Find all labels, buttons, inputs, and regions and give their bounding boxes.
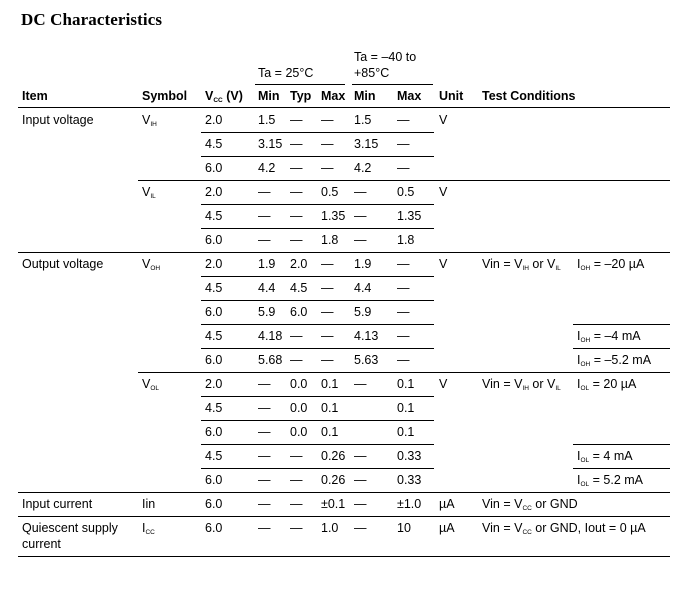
- row-rule: [201, 276, 434, 277]
- subgroup-rule: [138, 372, 670, 373]
- cell-min2: —: [354, 449, 367, 463]
- cell-min: 4.4: [258, 281, 276, 295]
- cell-min: —: [258, 521, 271, 535]
- cell-min2: 5.9: [354, 305, 372, 319]
- cell-min2: 5.63: [354, 353, 379, 367]
- cell-max: —: [321, 161, 334, 175]
- group-rule-25: [255, 84, 345, 85]
- header-max2: Max: [397, 89, 422, 103]
- cell-typ: —: [290, 497, 303, 511]
- cell-vcc: 6.0: [205, 521, 223, 535]
- cell-min: 1.5: [258, 113, 276, 127]
- cell-vcc: 2.0: [205, 257, 223, 271]
- group-rule: [18, 516, 670, 517]
- cell-min: 5.9: [258, 305, 276, 319]
- cell-min: —: [258, 449, 271, 463]
- cell-vcc: 6.0: [205, 233, 223, 247]
- cell-max2: —: [397, 137, 410, 151]
- row-rule: [201, 300, 434, 301]
- cell-typ: 6.0: [290, 305, 308, 319]
- cell-max: 0.1: [321, 377, 339, 391]
- condition-rule: [573, 468, 670, 469]
- cell-vcc: 2.0: [205, 377, 223, 391]
- symbol-vol: $V_{OL}$: [142, 377, 160, 392]
- condition-rule: [573, 324, 670, 325]
- condition-iin: Vin = $V_{CC}$ or GND: [482, 497, 578, 512]
- cell-max2: 0.1: [397, 425, 415, 439]
- item-output-voltage: Output voltage: [22, 257, 104, 271]
- header-unit: Unit: [439, 89, 464, 103]
- condition-rule: [573, 444, 670, 445]
- cell-max: —: [321, 353, 334, 367]
- cell-min: —: [258, 185, 271, 199]
- header-ta-25: Ta = 25°C: [258, 66, 314, 80]
- cell-min: —: [258, 473, 271, 487]
- header-rule: [18, 107, 670, 108]
- cell-vcc: 6.0: [205, 497, 223, 511]
- cell-max: —: [321, 329, 334, 343]
- condition-voh-3: $I_{OH} = -5.2$ mA: [577, 353, 652, 368]
- cell-max2: —: [397, 281, 410, 295]
- cell-max: ±0.1: [321, 497, 346, 511]
- row-rule: [201, 132, 434, 133]
- cell-min2: 4.2: [354, 161, 372, 175]
- row-rule: [201, 324, 434, 325]
- cell-max: 1.35: [321, 209, 346, 223]
- symbol-voh: $V_{OH}$: [142, 257, 161, 272]
- cell-typ: —: [290, 473, 303, 487]
- cell-max: 1.8: [321, 233, 339, 247]
- cell-typ: —: [290, 185, 303, 199]
- cell-typ: 4.5: [290, 281, 308, 295]
- cell-max: 1.0: [321, 521, 339, 535]
- condition-voh-2: $I_{OH} = -4$ mA: [577, 329, 641, 344]
- cell-min2: —: [354, 185, 367, 199]
- cell-max: 0.26: [321, 449, 346, 463]
- cell-min: —: [258, 401, 271, 415]
- condition-vol-2: $I_{OL} = 4$ mA: [577, 449, 633, 464]
- row-rule: [201, 348, 434, 349]
- header-symbol: Symbol: [142, 89, 188, 103]
- item-input-voltage: Input voltage: [22, 113, 94, 127]
- cell-vcc: 6.0: [205, 425, 223, 439]
- cell-typ: —: [290, 137, 303, 151]
- cell-max2: 0.1: [397, 401, 415, 415]
- cell-min2: —: [354, 209, 367, 223]
- cell-typ: 0.0: [290, 425, 308, 439]
- cell-min2: 1.9: [354, 257, 372, 271]
- condition-voh-vin: Vin = $V_{IH}$ or $V_{IL}$: [482, 257, 561, 272]
- cell-max: —: [321, 137, 334, 151]
- cell-vcc: 4.5: [205, 449, 223, 463]
- cell-min: 5.68: [258, 353, 283, 367]
- cell-typ: —: [290, 233, 303, 247]
- cell-min2: —: [354, 233, 367, 247]
- condition-vol-3: $I_{OL} = 5.2$ mA: [577, 473, 644, 488]
- cell-max2: 1.35: [397, 209, 422, 223]
- group-rule-range: [352, 84, 433, 85]
- cell-typ: 0.0: [290, 401, 308, 415]
- cell-max2: 1.8: [397, 233, 415, 247]
- cell-vcc: 6.0: [205, 353, 223, 367]
- cell-max: —: [321, 257, 334, 271]
- cell-vcc: 6.0: [205, 161, 223, 175]
- cell-min: —: [258, 377, 271, 391]
- cell-unit: µA: [439, 497, 455, 511]
- cell-min: —: [258, 497, 271, 511]
- condition-vol-1: $I_{OL} = 20$ µA: [577, 377, 637, 392]
- cell-max: —: [321, 305, 334, 319]
- header-min: Min: [258, 89, 280, 103]
- cell-min: —: [258, 425, 271, 439]
- condition-voh-1: $I_{OH} = -20$ µA: [577, 257, 645, 272]
- cell-vcc: 4.5: [205, 137, 223, 151]
- symbol-vih: $V_{IH}$: [142, 113, 157, 128]
- page-title: DC Characteristics: [21, 10, 163, 29]
- cell-vcc: 2.0: [205, 113, 223, 127]
- symbol-iin: Iin: [142, 497, 156, 511]
- symbol-vil: $V_{IL}$: [142, 185, 156, 200]
- cell-typ: —: [290, 161, 303, 175]
- cell-min: —: [258, 233, 271, 247]
- group-rule: [18, 252, 670, 253]
- condition-vol-vin: Vin = $V_{IH}$ or $V_{IL}$: [482, 377, 561, 392]
- cell-max: —: [321, 281, 334, 295]
- cell-typ: —: [290, 449, 303, 463]
- cell-min2: —: [354, 521, 367, 535]
- cell-vcc: 4.5: [205, 281, 223, 295]
- header-min2: Min: [354, 89, 376, 103]
- cell-vcc: 6.0: [205, 305, 223, 319]
- row-rule: [201, 228, 434, 229]
- header-ta-range-line2: +85°C: [354, 66, 390, 80]
- item-quiescent-line2: current: [22, 537, 61, 551]
- cell-min2: 3.15: [354, 137, 379, 151]
- cell-max2: 0.5: [397, 185, 415, 199]
- group-rule: [18, 492, 670, 493]
- cell-min: 4.2: [258, 161, 276, 175]
- cell-min2: 4.4: [354, 281, 372, 295]
- cell-max2: —: [397, 329, 410, 343]
- row-rule: [201, 204, 434, 205]
- cell-max: 0.5: [321, 185, 339, 199]
- header-typ: Typ: [290, 89, 312, 103]
- cell-min2: 1.5: [354, 113, 372, 127]
- cell-vcc: 4.5: [205, 209, 223, 223]
- row-rule: [201, 396, 434, 397]
- cell-vcc: 6.0: [205, 473, 223, 487]
- cell-typ: 2.0: [290, 257, 308, 271]
- row-rule: [201, 420, 434, 421]
- cell-unit: V: [439, 377, 448, 391]
- cell-vcc: 4.5: [205, 401, 223, 415]
- cell-min: 4.18: [258, 329, 283, 343]
- row-rule: [201, 444, 434, 445]
- cell-max2: 0.1: [397, 377, 415, 391]
- cell-typ: —: [290, 521, 303, 535]
- cell-typ: 0.0: [290, 377, 308, 391]
- cell-min: 3.15: [258, 137, 283, 151]
- cell-typ: —: [290, 209, 303, 223]
- cell-min2: —: [354, 497, 367, 511]
- header-item: Item: [22, 89, 48, 103]
- cell-max2: 0.33: [397, 449, 422, 463]
- cell-max: 0.26: [321, 473, 346, 487]
- item-input-current: Input current: [22, 497, 93, 511]
- cell-max: 0.1: [321, 401, 339, 415]
- cell-max2: —: [397, 257, 410, 271]
- cell-min2: —: [354, 377, 367, 391]
- cell-max2: 10: [397, 521, 411, 535]
- table-bottom-rule: [18, 556, 670, 557]
- cell-min: 1.9: [258, 257, 276, 271]
- row-rule: [201, 156, 434, 157]
- cell-max2: 0.33: [397, 473, 422, 487]
- cell-unit: V: [439, 185, 448, 199]
- cell-max2: ±1.0: [397, 497, 422, 511]
- cell-max2: —: [397, 353, 410, 367]
- cell-max2: —: [397, 113, 410, 127]
- cell-max: —: [321, 113, 334, 127]
- header-ta-range-line1: Ta = –40 to: [354, 50, 417, 64]
- cell-vcc: 4.5: [205, 329, 223, 343]
- symbol-icc: $I_{CC}$: [142, 521, 155, 536]
- subgroup-rule: [138, 180, 670, 181]
- cell-max: 0.1: [321, 425, 339, 439]
- cell-max2: —: [397, 305, 410, 319]
- row-rule: [201, 468, 434, 469]
- item-quiescent-line1: Quiescent supply: [22, 521, 118, 535]
- cell-typ: —: [290, 113, 303, 127]
- cell-min: —: [258, 209, 271, 223]
- header-vcc: $V_{CC}$ (V): [205, 89, 243, 104]
- cell-unit: V: [439, 113, 448, 127]
- condition-rule: [573, 348, 670, 349]
- cell-min2: 4.13: [354, 329, 379, 343]
- header-test-conditions: Test Conditions: [482, 89, 576, 103]
- cell-max2: —: [397, 161, 410, 175]
- header-max: Max: [321, 89, 346, 103]
- cell-typ: —: [290, 353, 303, 367]
- cell-unit: V: [439, 257, 448, 271]
- cell-vcc: 2.0: [205, 185, 223, 199]
- cell-min2: —: [354, 473, 367, 487]
- cell-typ: —: [290, 329, 303, 343]
- condition-icc: Vin = $V_{CC}$ or GND, Iout = 0 µA: [482, 521, 646, 536]
- cell-unit: µA: [439, 521, 455, 535]
